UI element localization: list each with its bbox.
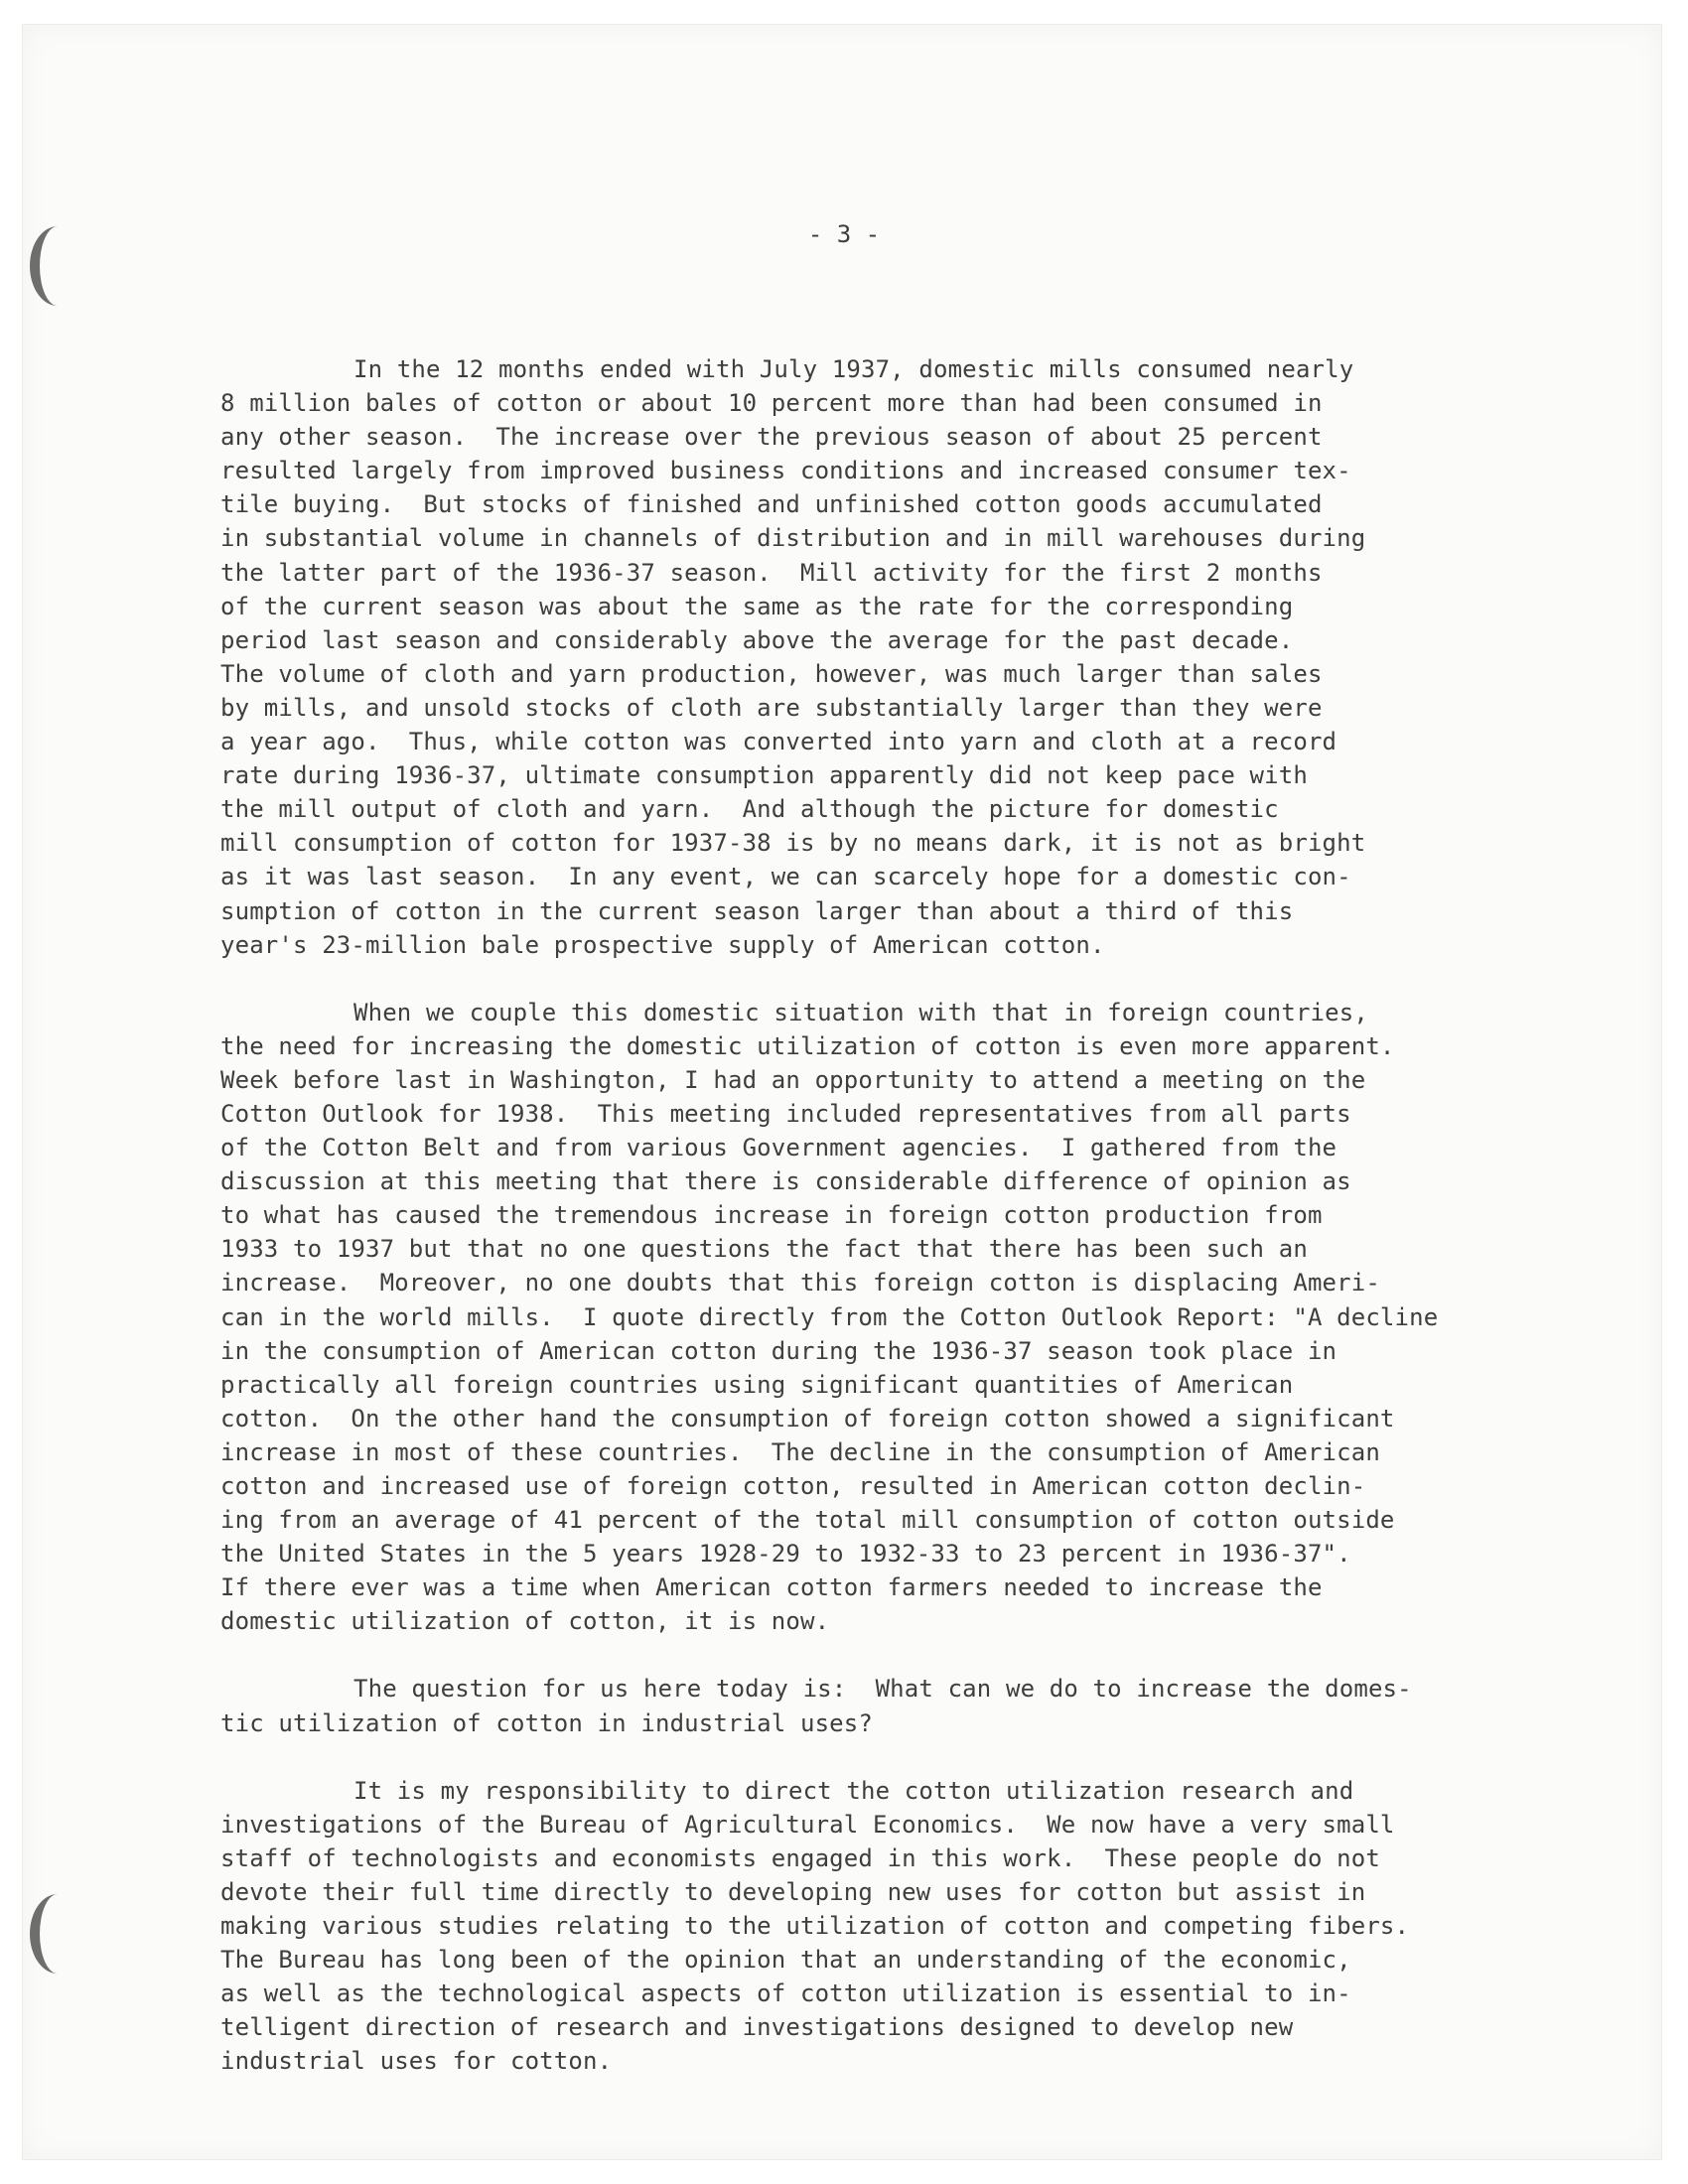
text-line: any other season. The increase over the previous season of about 25 percent: [220, 423, 1323, 452]
text-line: practically all foreign countries using significant quantities of American: [220, 1370, 1294, 1399]
text-line: as it was last season. In any event, we can scarcely hope for a domestic con-: [220, 863, 1351, 891]
text-line: The Bureau has long been of the opinion that an understanding of the economic,: [220, 1946, 1351, 1975]
text-line: The volume of cloth and yarn production, however, was much larger than sales: [220, 659, 1323, 688]
text-line: making various studies relating to the utilization of cotton and competing fibers.: [220, 1912, 1410, 1941]
text-line: If there ever was a time when American cotton farmers needed to increase the: [220, 1573, 1323, 1602]
text-line: the mill output of cloth and yarn. And although the picture for domestic: [220, 795, 1279, 824]
text-line: to what has caused the tremendous increase in foreign cotton production from: [220, 1201, 1323, 1230]
text-line: Cotton Outlook for 1938. This meeting included representatives from all parts: [220, 1099, 1351, 1128]
text-line: resulted largely from improved business conditions and increased consumer tex-: [220, 457, 1351, 485]
text-line: tic utilization of cotton in industrial uses?: [220, 1708, 873, 1737]
text-line: mill consumption of cotton for 1937-38 is by no means dark, it is not as bright: [220, 829, 1366, 858]
text-line: It is my responsibility to direct the cotton utilization research and: [353, 1776, 1354, 1805]
paragraph-mill-consumption: [220, 352, 1630, 962]
text-line: cotton and increased use of foreign cotton, resulted in American cotton declin-: [220, 1472, 1366, 1500]
paragraph-responsibility: [220, 1774, 1630, 2079]
text-line: In the 12 months ended with July 1937, domestic mills consumed nearly: [353, 355, 1354, 383]
text-line: cotton. On the other hand the consumption of foreign cotton showed a significant: [220, 1404, 1395, 1433]
text-line: sumption of cotton in the current season larger than about a third of this: [220, 896, 1294, 925]
text-line: The question for us here today is: What can we do to increase the domes-: [353, 1675, 1412, 1704]
text-line: as well as the technological aspects of cotton utilization is essential to in-: [220, 1979, 1351, 2008]
text-line: investigations of the Bureau of Agricultural Economics. We now have a very small: [220, 1810, 1395, 1839]
text-line: can in the world mills. I quote directly from the Cotton Outlook Report: "A decline: [220, 1302, 1439, 1331]
text-line: year's 23-million bale prospective supply of American cotton.: [220, 930, 1105, 959]
text-line: rate during 1936-37, ultimate consumption apparently did not keep pace with: [220, 761, 1308, 790]
text-line: 1933 to 1937 but that no one questions the fact that there has been such an: [220, 1235, 1308, 1264]
text-line: telligent direction of research and investigations designed to develop new: [220, 2013, 1294, 2042]
text-line: Week before last in Washington, I had an opportunity to attend a meeting on the: [220, 1065, 1366, 1094]
text-line: in substantial volume in channels of distribution and in mill warehouses during: [220, 524, 1366, 553]
text-line: ing from an average of 41 percent of the total mill consumption of cotton outside: [220, 1506, 1395, 1535]
punch-hole-bottom: [30, 1894, 85, 1974]
document-body: [220, 352, 1630, 2113]
text-line: the need for increasing the domestic utilization of cotton is even more apparent.: [220, 1031, 1395, 1060]
page-number: - 3 -: [807, 220, 881, 248]
text-line: increase. Moreover, no one doubts that this foreign cotton is displacing Ameri-: [220, 1269, 1380, 1297]
text-line: by mills, and unsold stocks of cloth are substantially larger than they were: [220, 693, 1323, 722]
text-line: domestic utilization of cotton, it is now.: [220, 1607, 830, 1636]
text-line: industrial uses for cotton.: [220, 2047, 613, 2076]
text-line: of the current season was about the same as the rate for the corresponding: [220, 592, 1294, 620]
text-line: tile buying. But stocks of finished and unfinished cotton goods accumulated: [220, 490, 1323, 519]
text-line: a year ago. Thus, while cotton was converted into yarn and cloth at a record: [220, 728, 1337, 756]
text-line: period last season and considerably above the average for the past decade.: [220, 625, 1294, 654]
text-line: of the Cotton Belt and from various Government agencies. I gathered from the: [220, 1134, 1337, 1162]
paragraph-question: [220, 1672, 1630, 1739]
text-line: discussion at this meeting that there is considerable difference of opinion as: [220, 1167, 1351, 1196]
text-line: increase in most of these countries. The decline in the consumption of American: [220, 1437, 1380, 1466]
text-line: staff of technologists and economists engaged in this work. These people do not: [220, 1843, 1380, 1872]
text-line: When we couple this domestic situation with that in foreign countries,: [353, 998, 1368, 1026]
text-line: devote their full time directly to developing new uses for cotton but assist in: [220, 1877, 1366, 1906]
text-line: the latter part of the 1936-37 season. Mill activity for the first 2 months: [220, 558, 1323, 587]
paragraph-foreign-countries: [220, 996, 1630, 1639]
text-line: in the consumption of American cotton during the 1936-37 season took place in: [220, 1336, 1337, 1365]
text-line: the United States in the 5 years 1928-29 to 1932-33 to 23 percent in 1936-37".: [220, 1540, 1351, 1569]
text-line: 8 million bales of cotton or about 10 percent more than had been consumed in: [220, 389, 1323, 418]
